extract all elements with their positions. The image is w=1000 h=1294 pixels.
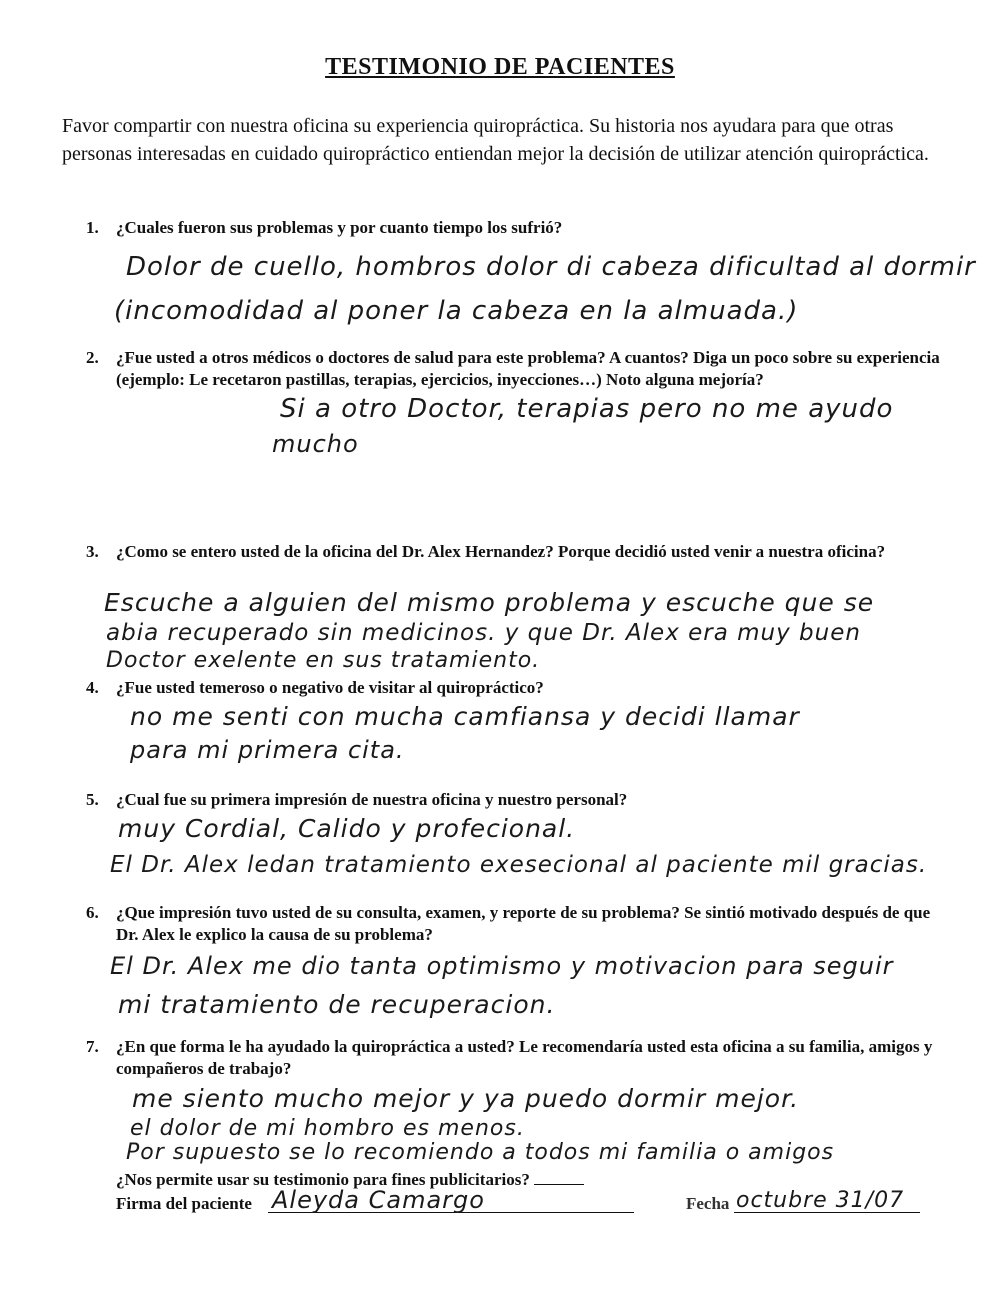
question-2 <box>86 347 946 391</box>
question-text: ¿En que forma le ha ayudado la quiropráctica a usted? Le recomendaría usted esta oficina a su familia, amigos y compañeros de trabajo? <box>116 1037 933 1078</box>
question-text: ¿Cuales fueron sus problemas y por cuanto tiempo los sufrió? <box>116 218 563 237</box>
answer-7-line-2: el dolor de mi hombro es menos. <box>130 1116 525 1141</box>
permission-question-text: ¿Nos permite usar su testimonio para fines publicitarios? <box>116 1170 530 1189</box>
answer-1-line-1: Dolor de cuello, hombros dolor di cabeza dificultad al dormir <box>126 252 976 282</box>
question-text: ¿Fue usted temeroso o negativo de visitar al quiropráctico? <box>116 678 544 697</box>
answer-4-line-1: no me senti con mucha camfiansa y decidi llamar <box>130 702 800 731</box>
answer-6-line-2: mi tratamiento de recuperacion. <box>118 990 556 1019</box>
question-5 <box>86 789 946 811</box>
question-number: 3. <box>86 542 99 561</box>
question-number: 1. <box>86 218 99 237</box>
question-text: ¿Como se entero usted de la oficina del Dr. Alex Hernandez? Porque decidió usted venir a nuestra oficina? <box>116 542 886 561</box>
answer-3-line-2: abia recuperado sin medicinos. y que Dr. Alex era muy buen <box>106 620 861 646</box>
permission-blank[interactable] <box>534 1170 584 1185</box>
question-number: 6. <box>86 903 99 922</box>
answer-5-line-2: El Dr. Alex ledan tratamiento exesecional al paciente mil gracias. <box>110 852 928 878</box>
answer-2-line-1: Si a otro Doctor, terapias pero no me ayudo <box>280 394 894 424</box>
question-text: ¿Fue usted a otros médicos o doctores de salud para este problema? A cuantos? Diga un poco sobre su experiencia (ejemplo: Le recetaron pastillas, terapias, ejercicios, inyecciones…) Noto alguna mejoría? <box>116 348 940 389</box>
question-number: 4. <box>86 678 99 697</box>
answer-7-line-3: Por supuesto se lo recomiendo a todos mi familia o amigos <box>126 1140 835 1165</box>
question-text: ¿Que impresión tuvo usted de su consulta, examen, y reporte de su problema? Se sintió motivado después de que Dr. Alex le explico la causa de su problema? <box>116 903 931 944</box>
answer-5-line-1: muy Cordial, Calido y profecional. <box>118 814 576 843</box>
answer-6-line-1: El Dr. Alex me dio tanta optimismo y motivacion para seguir <box>110 952 894 980</box>
answer-3-line-3: Doctor exelente en sus tratamiento. <box>106 648 541 673</box>
answer-2-line-2: mucho <box>272 430 359 458</box>
question-number: 7. <box>86 1037 99 1056</box>
question-7 <box>86 1036 946 1080</box>
question-4 <box>86 677 946 699</box>
question-number: 5. <box>86 790 99 809</box>
question-text: ¿Cual fue su primera impresión de nuestra oficina y nuestro personal? <box>116 790 628 809</box>
answer-4-line-2: para mi primera cita. <box>130 736 405 764</box>
signature-value: Aleyda Camargo <box>272 1186 485 1214</box>
question-1 <box>86 217 946 239</box>
answer-3-line-1: Escuche a alguien del mismo problema y escuche que se <box>104 588 875 617</box>
answer-7-line-1: me siento mucho mejor y ya puedo dormir mejor. <box>132 1084 800 1113</box>
date-label: Fecha <box>686 1194 730 1213</box>
answer-1-line-2: (incomodidad al poner la cabeza en la almuada.) <box>114 296 799 326</box>
page-title: TESTIMONIO DE PACIENTES <box>325 54 675 80</box>
date-value: octubre 31/07 <box>736 1188 905 1213</box>
question-6 <box>86 902 946 946</box>
question-number: 2. <box>86 348 99 367</box>
signature-label: Firma del paciente <box>116 1194 252 1213</box>
question-3 <box>86 541 946 563</box>
intro-paragraph: Favor compartir con nuestra oficina su experiencia quiropráctica. Su historia nos ayudara para que otras personas interesadas en cuidado quiropráctico entiendan mejor la decisión de utilizar atención quiropráctica. <box>62 115 929 165</box>
